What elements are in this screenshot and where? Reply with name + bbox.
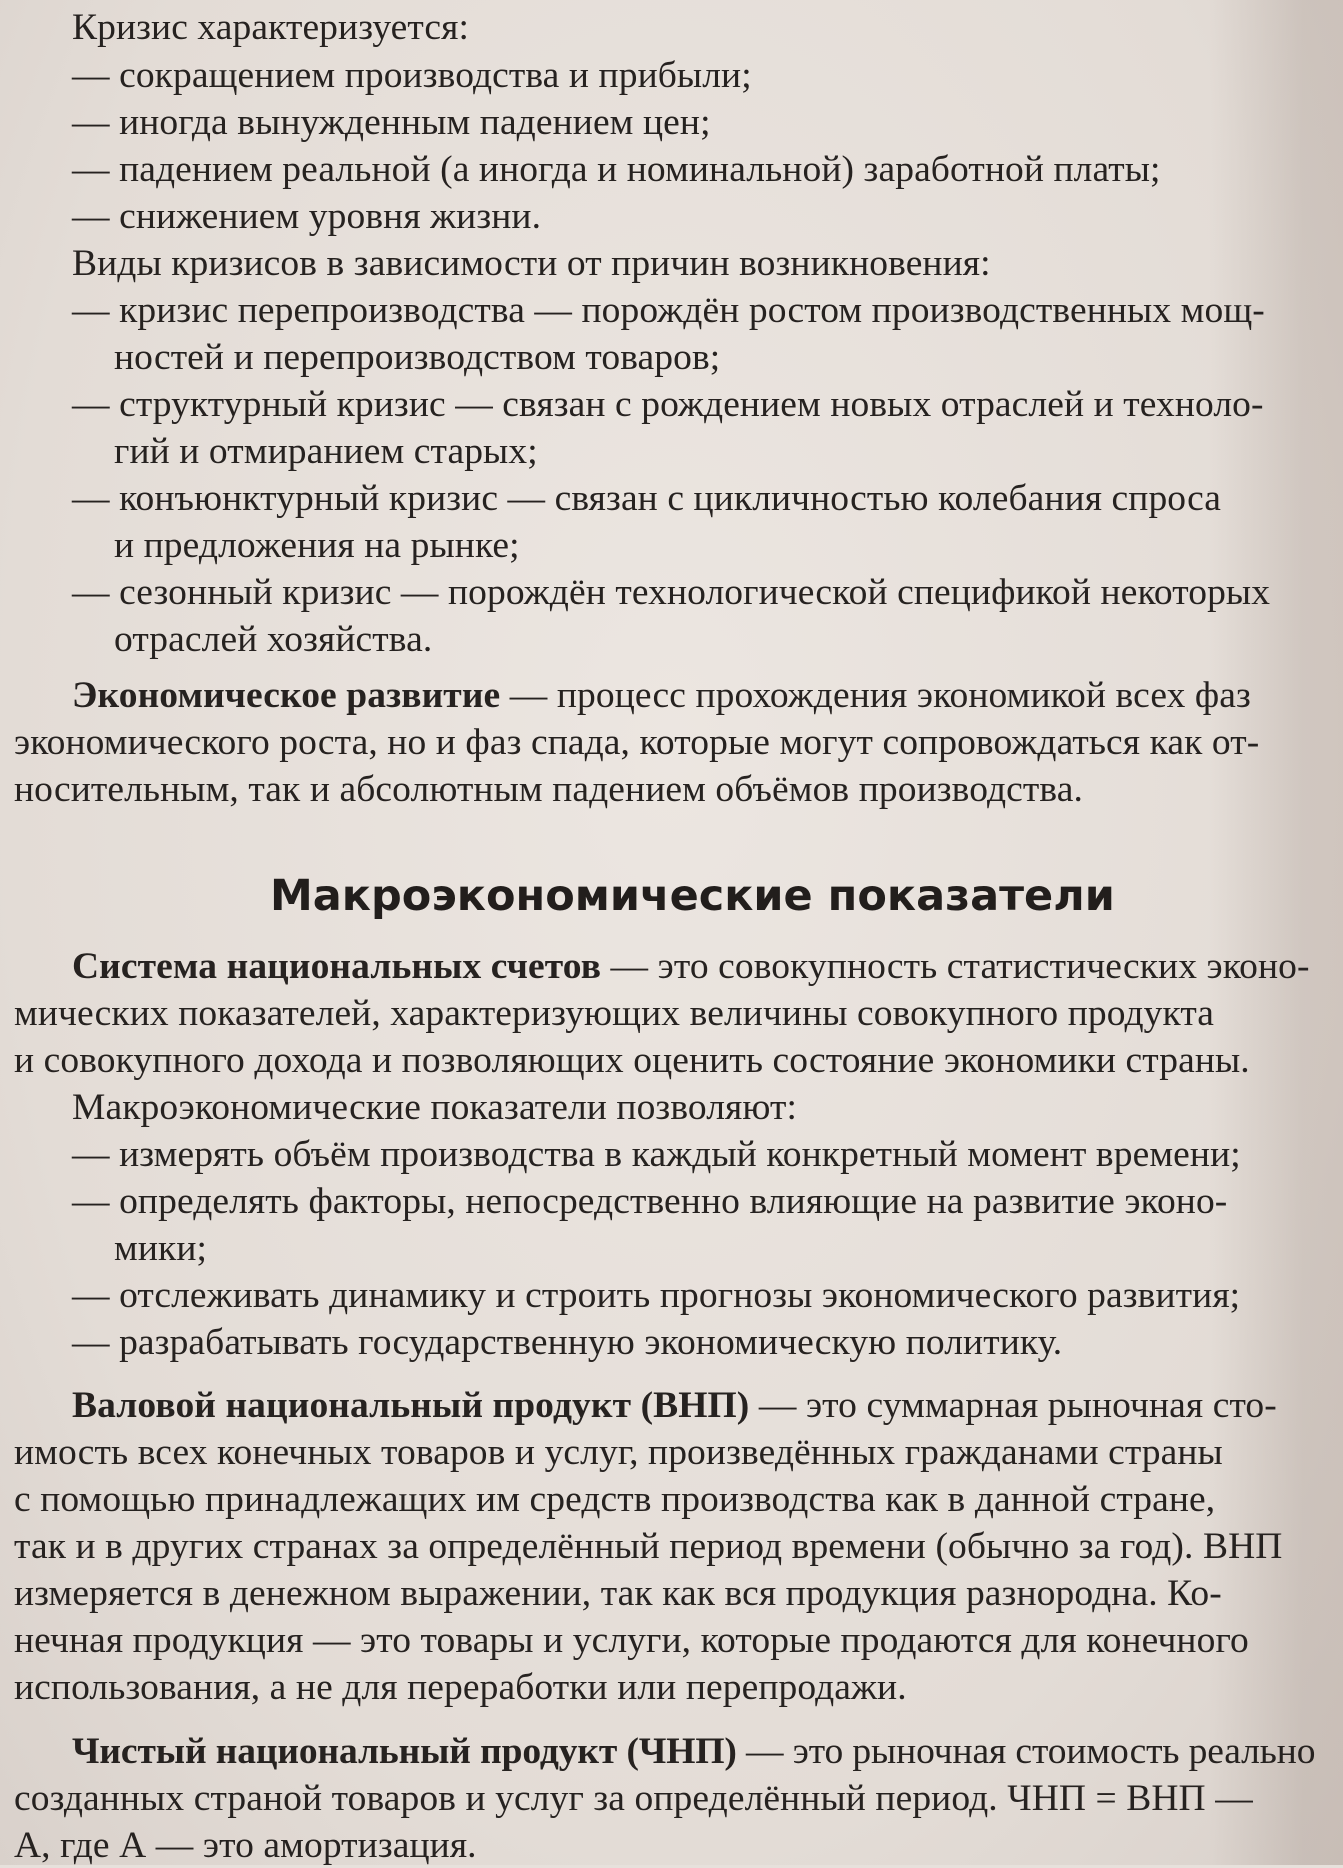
list-item — [72, 1180, 1322, 1224]
text-run: отраслей хозяйства. — [114, 619, 433, 660]
text-run: созданных страной товаров и услуг за определённый период. ЧНП = ВНП — — [14, 1778, 1253, 1819]
paragraph-line — [14, 1777, 1324, 1821]
list-item — [72, 477, 1302, 521]
text-run: — иногда вынужденным падением цен; — [72, 102, 711, 143]
text-run: с помощью принадлежащих им средств производства как в данной стране, — [14, 1479, 1216, 1520]
text-run: нечная продукция — это товары и услуги, которые продаются для конечного — [14, 1620, 1249, 1661]
text-run: мических показателей, характеризующих величины совокупного продукта — [14, 993, 1215, 1034]
paragraph-line — [14, 1431, 1324, 1475]
paragraph-line — [72, 945, 1322, 989]
text-run: — это рыночная стоимость реально — [736, 1731, 1316, 1772]
list-item-continuation — [114, 1227, 714, 1271]
text-run: А, где А — это амортизация. — [14, 1825, 477, 1866]
text-run: Виды кризисов в зависимости от причин возникновения: — [72, 243, 991, 284]
text-run: ностей и перепроизводством товаров; — [114, 337, 721, 378]
list-item-continuation — [114, 618, 1174, 662]
paragraph-line — [14, 1039, 1324, 1083]
text-run: — сокращением производства и прибыли; — [72, 55, 752, 96]
list-item-continuation — [114, 524, 1174, 568]
text-run: — это совокупность статистических эконо- — [601, 946, 1310, 987]
paragraph-line — [14, 1525, 1324, 1569]
text-run: имость всех конечных товаров и услуг, произведённых гражданами страны — [14, 1432, 1223, 1473]
text-run: так и в других странах за определённый период времени (обычно за год). ВНП — [14, 1526, 1283, 1567]
paragraph-line — [14, 1824, 1114, 1868]
text-run: и предложения на рынке; — [114, 525, 520, 566]
text-run: — кризис перепроизводства — порождён ростом производственных мощ- — [72, 290, 1265, 331]
list-item — [72, 383, 1302, 427]
paragraph-line — [14, 1478, 1324, 1522]
list-item — [72, 148, 1192, 192]
list-item — [72, 571, 1302, 615]
term-bold: Система национальных счетов — [72, 946, 602, 987]
text-line — [72, 242, 1132, 286]
list-item-continuation — [114, 336, 1174, 380]
list-item — [72, 101, 1132, 145]
text-run: — падением реальной (а иногда и номинальной) заработной платы; — [72, 149, 1161, 190]
list-item — [72, 1133, 1322, 1177]
text-run: — измерять объём производства в каждый конкретный момент времени; — [72, 1134, 1241, 1175]
term-bold: Экономическое развитие — [72, 675, 501, 716]
term-bold: Валовой национальный продукт (ВНП) — [72, 1385, 750, 1426]
text-run: — отслеживать динамику и строить прогнозы экономического развития; — [72, 1275, 1241, 1316]
paragraph-line — [14, 1572, 1324, 1616]
list-item — [72, 54, 1132, 98]
text-run: гий и отмиранием старых; — [114, 431, 538, 472]
paragraph-line — [72, 674, 1312, 718]
section-heading: Макроэкономические показатели — [270, 871, 1115, 921]
paragraph-line — [72, 1384, 1322, 1428]
text-run: экономического роста, но и фаз спада, которые могут сопровождаться как от- — [14, 722, 1260, 763]
list-item-continuation — [114, 430, 1174, 474]
term-bold: Чистый национальный продукт (ЧНП) — [72, 1731, 737, 1772]
paragraph-line — [14, 768, 1214, 812]
paragraph-line — [14, 992, 1324, 1036]
text-run: измеряется в денежном выражении, так как вся продукция разнородна. Ко- — [14, 1573, 1222, 1614]
text-run: Кризис характеризуется: — [72, 7, 469, 48]
text-run: и совокупного дохода и позволяющих оценить состояние экономики страны. — [14, 1040, 1250, 1081]
paragraph-line — [14, 1666, 1214, 1710]
paragraph-line — [14, 1619, 1324, 1663]
text-run: — снижением уровня жизни. — [72, 196, 542, 237]
list-item — [72, 289, 1302, 333]
paragraph-line — [72, 1730, 1322, 1774]
list-item — [72, 1321, 1132, 1365]
text-run: носительным, так и абсолютным падением объёмов производства. — [14, 769, 1083, 810]
list-item — [72, 1274, 1322, 1318]
text-line — [72, 1086, 1132, 1130]
text-run: мики; — [114, 1228, 208, 1269]
list-item — [72, 195, 1132, 239]
text-run: использования, а не для переработки или перепродажи. — [14, 1667, 907, 1708]
text-run: — разрабатывать государственную экономическую политику. — [72, 1322, 1063, 1363]
text-run: — это суммарная рыночная сто- — [749, 1385, 1277, 1426]
text-run: — структурный кризис — связан с рождением новых отраслей и техноло- — [72, 384, 1264, 425]
paragraph-line — [14, 721, 1324, 765]
text-run: Макроэкономические показатели позволяют: — [72, 1087, 798, 1128]
text-run: — конъюнктурный кризис — связан с цикличностью колебания спроса — [72, 478, 1222, 519]
text-run: — определять факторы, непосредственно влияющие на развитие эконо- — [72, 1181, 1228, 1222]
text-run: — сезонный кризис — порождён технологической спецификой некоторых — [72, 572, 1271, 613]
text-run: — процесс прохождения экономикой всех фаз — [500, 675, 1251, 716]
text-line — [72, 6, 1132, 50]
